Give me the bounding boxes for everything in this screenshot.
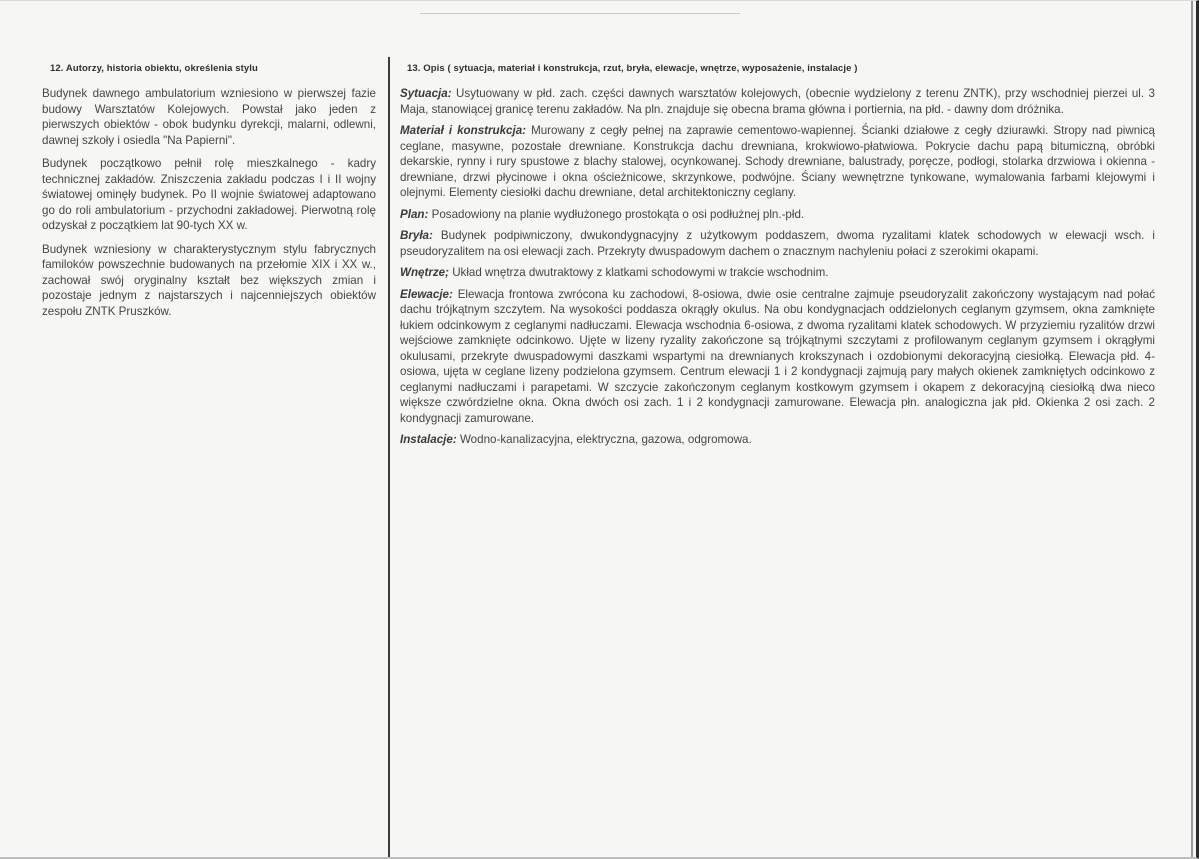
section-label: Wnętrze; [400, 266, 449, 279]
section-label: Instalacje: [400, 433, 457, 446]
section-plan [400, 207, 1155, 223]
section-text: Budynek podpiwniczony, dwukondygnacyjny z użytkowym poddaszem, dwoma ryzalitami klatek schodowych w elewacji wsch. i pseudoryzalitem na osi elewacji zach. Przekryty dwuspadowym dachem o znacznym nachyleniu połaci z szerokimi okapami. [400, 229, 1155, 258]
section-situation [400, 86, 1155, 117]
section-text: Usytuowany w płd. zach. części dawnych warsztatów kolejowych, (obecnie wydzielony z terenu ZNTK), przy wschodniej pierzei ul. 3 Maja, stanowiącej granicę terenu zakładów. Na pln. znajduje się obecna brama główna i portiernia, na płd. - dawny dom dróżnika. [400, 87, 1155, 116]
section-label: Plan: [400, 207, 429, 221]
history-paragraph: Budynek początkowo pełnił rolę mieszkalnego - kadry technicznej zakładów. Zniszczenia zakładu podczas I i II wojny światowej ominęły budynek. Po II wojnie światowej adaptowano go do roli ambulatorium - przychodni zakładowej. Pierwotną rolę odzyskał z początkiem lat 90-tych XX w. [42, 157, 376, 232]
section-text: Posadowiony na planie wydłużonego prostokąta o osi podłużnej pln.-płd. [431, 207, 805, 221]
column-divider [388, 57, 390, 857]
description-column [400, 63, 1155, 454]
description-heading: 13. Opis ( sytuacja, materiał i konstrukcja, rzut, bryła, elewacje, wnętrze, wyposażenie, instalacje ) [407, 63, 858, 74]
section-elevations [400, 287, 1155, 427]
history-paragraph: Budynek wzniesiony w charakterystycznym stylu fabrycznych familoków powszechnie budowanych na przełomie XIX i XX w., zachował swój oryginalny kształt bez większych zmian i pozostaje jednym z najstarszych i najcenniejszych obiektów zespołu ZNTK Pruszków. [42, 242, 376, 318]
section-label: Elewacje: [400, 287, 453, 301]
history-paragraph: Budynek dawnego ambulatorium wzniesiono w pierwszej fazie budowy Warsztatów Kolejowych. Powstał jako jeden z pierwszych obiektów - obok budynku dyrekcji, malarni, odlewni, dawnej szkoły i osiedla "Na Papierni". [42, 87, 376, 147]
section-text: Wodno-kanalizacyjna, elektryczna, gazowa, odgromowa. [459, 433, 752, 446]
history-column [42, 63, 376, 327]
section-text: Układ wnętrza dwutraktowy z klatkami schodowymi w trakcie wschodnim. [452, 266, 829, 279]
section-label: Sytuacja: [400, 87, 452, 100]
section-installations [400, 432, 1155, 448]
history-heading: 12. Autorzy, historia obiektu, określenia stylu [50, 63, 258, 74]
section-text: Elewacja frontowa zwrócona ku zachodowi, 8-osiowa, dwie osie centralne zajmuje pseudoryzalit zakończony wystającym nad połać dachu trójkątnym szczytem. Na wysokości poddasza okrągły okulus. Na obu kondygnacjach oddzielonych ceglanym gzymsem, okna zamknięte łukiem odcinkowym z ceglanymi nadłuczami. Elewacja wschodnia 6-osiowa, z dwoma ryzalitami klatek schodowych. W przyziemiu ryzalitów drzwi wejściowe zamknięte odcinkowo. Ujęte w lizeny ryzality zakończone są trójkątnymi szczytami z profilowanym ceglanym gzymsem i okrągłymi okulusami, przekryte dwuspadowymi daszkami wspartymi na drewnianych krokszynach i ozdobionymi dekoracyjną ciesiołką. Elewacja płd. 4-osiowa, ujęta w ceglane lizeny podzielona gzymsem. Centrum elewacji 1 i 2 kondygnacji zajmują pary małych okienek zamkniętych odcinkowo z ceglanymi nadłuczami i parapetami. W szczycie zakończonym ceglanym kostkowym gzymsem i okapem z dekoracyjną ciesiołką dwa nieco większe czwórdzielne okna. Okna dwóch osi zach. 1 i 2 kondygnacji zamurowane. Elewacja płn. analogiczna jak płd. Okienka 2 osi zach. 2 kondygnacji zamurowane. [400, 287, 1155, 425]
section-interior [400, 265, 1155, 281]
section-label: Bryła: [400, 229, 433, 242]
section-material [400, 123, 1155, 201]
section-text: Murowany z cegły pełnej na zaprawie cementowo-wapiennej. Ścianki działowe z cegły dziurawki. Stropy nad piwnicą ceglane, masywne, pozostałe drewniane. Konstrukcja dachu drewniana, krokwiowo-płatwiowa. Pokrycie dachu papą bitumiczną, obróbki dekarskie, rynny i rury spustowe z blachy stalowej, ocynkowanej. Schody drewniane, balustrady, poręcze, podłogi, stolarka drzwiowa i okienna - drewniane, drzwi płycinowe i okna ościeżnicowe, skrzynkowe, podwójne. Ściany wewnętrzne tynkowane, wymalowania farbami klejowymi i olejnymi. Elementy ciesiołki dachu drewniane, detal architektoniczny ceglany. [400, 124, 1155, 199]
top-rule [420, 13, 740, 14]
section-form [400, 228, 1155, 259]
section-label: Materiał i konstrukcja: [400, 124, 527, 137]
sheet-edge [1191, 1, 1193, 857]
